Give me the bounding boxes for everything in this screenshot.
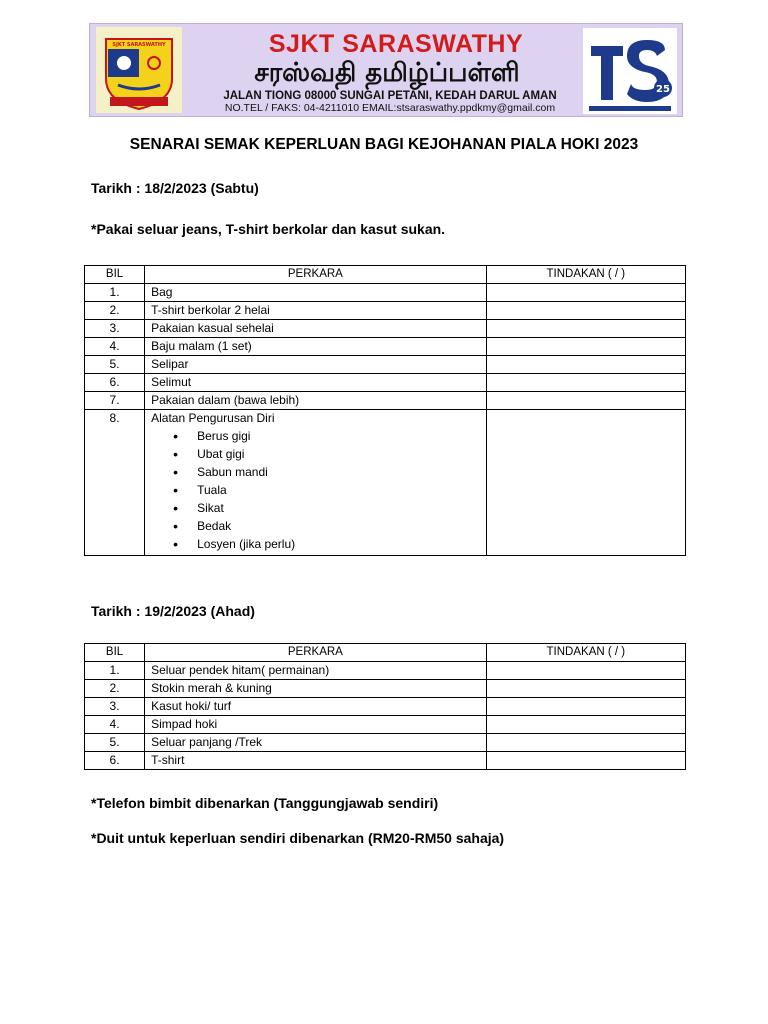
row-number: 1.	[85, 284, 145, 302]
list-item: • Ubat gigi	[173, 445, 480, 463]
school-banner	[89, 23, 683, 117]
row-number: 1.	[85, 662, 145, 680]
checkbox-cell[interactable]	[486, 302, 685, 320]
row-item: Baju malam (1 set)	[145, 338, 487, 356]
checklist-table-day2	[84, 643, 686, 770]
row-item: Pakaian dalam (bawa lebih)	[145, 392, 487, 410]
list-item: • Sabun mandi	[173, 463, 480, 481]
day1-dress-note: *Pakai seluar jeans, T-shirt berkolar dan kasut sukan.	[91, 221, 446, 237]
header-perkara: PERKARA	[145, 644, 487, 662]
row-number: 6.	[85, 374, 145, 392]
day1-date: Tarikh : 18/2/2023 (Sabtu)	[91, 180, 259, 196]
row-number: 4.	[85, 716, 145, 734]
row-number: 2.	[85, 680, 145, 698]
checkbox-cell[interactable]	[486, 734, 685, 752]
table-row	[85, 356, 686, 374]
row-item: T-shirt	[145, 752, 487, 770]
header-bil: BIL	[85, 644, 145, 662]
row-item: Kasut hoki/ turf	[145, 698, 487, 716]
row-item: Bag	[145, 284, 487, 302]
checkbox-cell[interactable]	[486, 752, 685, 770]
checkbox-cell[interactable]	[486, 698, 685, 716]
row-item: Simpad hoki	[145, 716, 487, 734]
checkbox-cell[interactable]	[486, 284, 685, 302]
transformation-logo	[583, 28, 677, 114]
checkbox-cell[interactable]	[486, 716, 685, 734]
school-name-tamil: சரஸ்வதி தமிழ்ப்பள்ளி	[254, 58, 520, 88]
row-number: 6.	[85, 752, 145, 770]
list-item: • Bedak	[173, 517, 480, 535]
row-item: Alatan Pengurusan Diri	[151, 411, 275, 425]
row-number: 7.	[85, 392, 145, 410]
row-number: 5.	[85, 356, 145, 374]
checkbox-cell[interactable]	[486, 392, 685, 410]
row-number: 8.	[85, 410, 145, 556]
table-row	[85, 662, 686, 680]
table-row	[85, 680, 686, 698]
table-row	[85, 752, 686, 770]
checklist-table-day1	[84, 265, 686, 556]
list-item: • Berus gigi	[173, 427, 480, 445]
personal-care-list	[151, 427, 480, 553]
school-name: SJKT SARASWATHY	[268, 30, 524, 58]
table-row	[85, 302, 686, 320]
list-item: • Losyen (jika perlu)	[173, 535, 480, 553]
row-number: 3.	[85, 320, 145, 338]
row-item: Selipar	[145, 356, 487, 374]
table-row	[85, 698, 686, 716]
table-row	[85, 374, 686, 392]
row-number: 3.	[85, 698, 145, 716]
list-item: • Sikat	[173, 499, 480, 517]
school-crest-logo	[96, 27, 182, 113]
crest-school-name: SJKT SARASWATHY	[112, 42, 166, 48]
table-row	[85, 716, 686, 734]
school-address: JALAN TIONG 08000 SUNGAI PETANI, KEDAH DARUL AMAN	[223, 90, 557, 102]
header-perkara: PERKARA	[145, 266, 487, 284]
table-row	[85, 320, 686, 338]
row-item: T-shirt berkolar 2 helai	[145, 302, 487, 320]
table-row	[85, 338, 686, 356]
row-item: Stokin merah & kuning	[145, 680, 487, 698]
document-title: SENARAI SEMAK KEPERLUAN BAGI KEJOHANAN PIALA HOKI 2023	[129, 136, 639, 153]
checkbox-cell[interactable]	[486, 410, 685, 556]
row-item: Seluar pendek hitam( permainan)	[145, 662, 487, 680]
day2-date: Tarikh : 19/2/2023 (Ahad)	[91, 603, 255, 619]
row-item-group	[145, 410, 487, 556]
checkbox-cell[interactable]	[486, 680, 685, 698]
checkbox-cell[interactable]	[486, 374, 685, 392]
row-number: 4.	[85, 338, 145, 356]
header-tindakan: TINDAKAN ( / )	[486, 644, 685, 662]
checkbox-cell[interactable]	[486, 662, 685, 680]
checkbox-cell[interactable]	[486, 338, 685, 356]
checkbox-cell[interactable]	[486, 356, 685, 374]
row-item: Selimut	[145, 374, 487, 392]
row-number: 5.	[85, 734, 145, 752]
table-row	[85, 392, 686, 410]
table-row	[85, 410, 686, 556]
header-tindakan: TINDAKAN ( / )	[486, 266, 685, 284]
header-bil: BIL	[85, 266, 145, 284]
money-note: *Duit untuk keperluan sendiri dibenarkan (RM20-RM50 sahaja)	[91, 830, 505, 846]
list-item: • Tuala	[173, 481, 480, 499]
school-contact: NO.TEL / FAKS: 04-4211010 EMAIL:stsaraswathy.ppdkmy@gmail.com	[224, 102, 556, 114]
table-row	[85, 284, 686, 302]
checkbox-cell[interactable]	[486, 320, 685, 338]
phone-note: *Telefon bimbit dibenarkan (Tanggungjawab sendiri)	[91, 795, 439, 811]
table-header-row	[85, 266, 686, 284]
row-number: 2.	[85, 302, 145, 320]
table-header-row	[85, 644, 686, 662]
row-item: Pakaian kasual sehelai	[145, 320, 487, 338]
row-item: Seluar panjang /Trek	[145, 734, 487, 752]
logo-number: 25	[656, 84, 670, 95]
table-row	[85, 734, 686, 752]
